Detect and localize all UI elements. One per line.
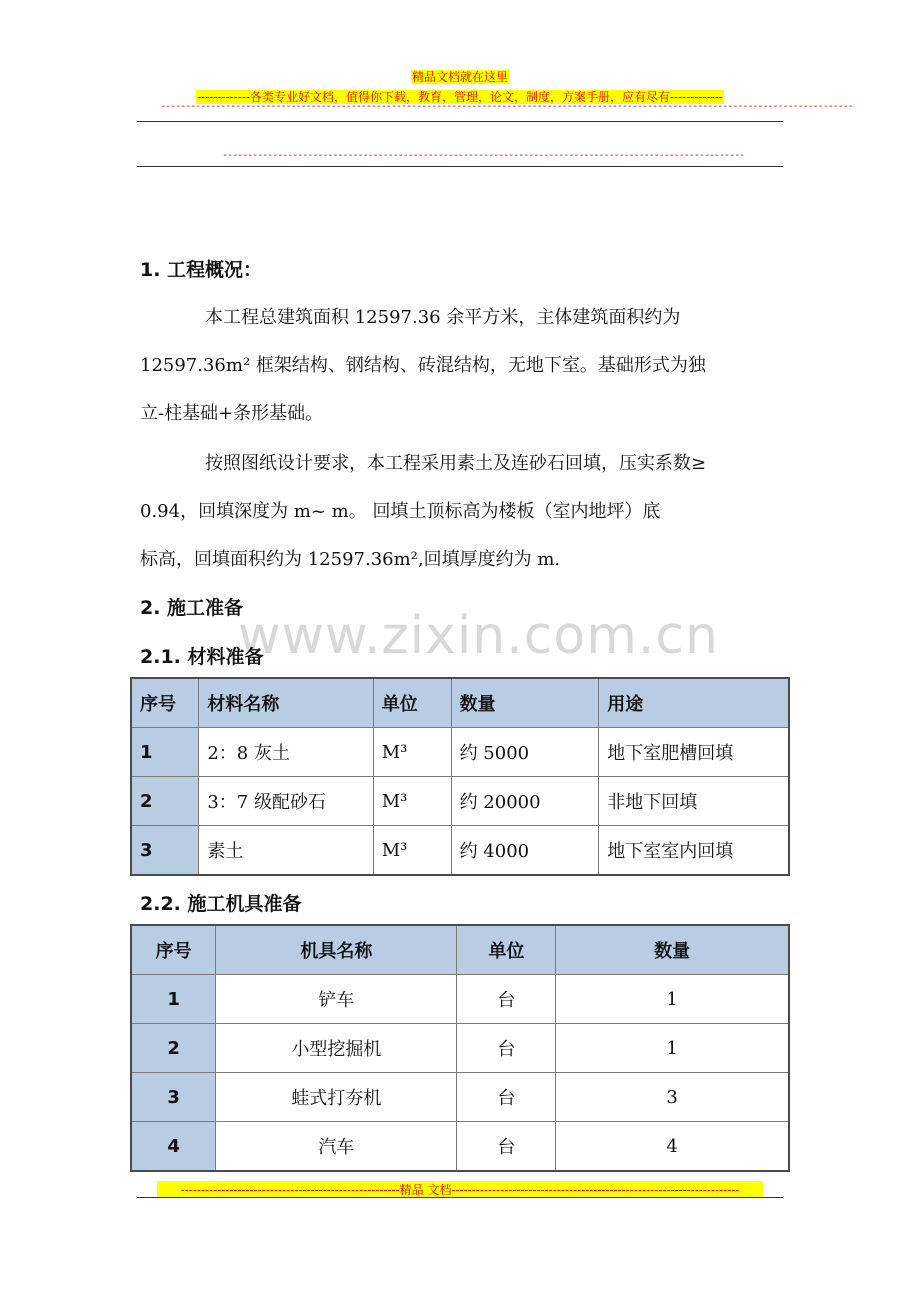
unit-cell: 台 <box>457 975 556 1024</box>
machines-table <box>130 924 790 1172</box>
header-banner-title <box>0 66 920 85</box>
quantity-cell: 4 <box>556 1122 789 1172</box>
row-index-cell: 1 <box>131 728 199 777</box>
header-dash-line-2: -------------------------------------------------------------------------------------------------------- <box>222 150 745 161</box>
header-title-text: 精品文档就在这里 <box>411 70 508 84</box>
subsection-heading-machines: 2.2. 施工机具准备 <box>140 893 302 915</box>
usage-cell: 地下室室内回填 <box>599 826 789 876</box>
subsection-heading-materials: 2.1. 材料准备 <box>140 646 264 668</box>
materials-header-cell: 序号 <box>131 678 199 728</box>
table-row <box>131 728 789 777</box>
unit-cell: 台 <box>457 1122 556 1172</box>
quantity-cell: 约 4000 <box>451 826 599 876</box>
row-index-cell: 1 <box>131 975 216 1024</box>
machine-name-cell: 小型挖掘机 <box>216 1024 457 1073</box>
machines-header-cell: 机具名称 <box>216 925 457 975</box>
machine-name-cell: 铲车 <box>216 975 457 1024</box>
table-row <box>131 1073 789 1122</box>
usage-cell: 非地下回填 <box>599 777 789 826</box>
machines-header-cell: 序号 <box>131 925 216 975</box>
table-row <box>131 777 789 826</box>
machines-header-cell: 数量 <box>556 925 789 975</box>
overview-paragraph-2-line-2: 0.94，回填深度为 m~ m。 回填土顶标高为楼板（室内地坪）底 <box>140 501 661 522</box>
quantity-cell: 约 5000 <box>451 728 599 777</box>
unit-cell: M³ <box>373 728 451 777</box>
overview-paragraph-2-line-3: 标高，回填面积约为 12597.36m²,回填厚度约为 m. <box>140 549 561 570</box>
section-heading-overview: 1. 工程概况： <box>140 259 263 281</box>
materials-header-cell: 用途 <box>599 678 789 728</box>
overview-paragraph-1-line-2: 12597.36m² 框架结构、钢结构、砖混结构，无地下室。基础形式为独 <box>140 355 706 376</box>
machine-name-cell: 蛙式打夯机 <box>216 1073 457 1122</box>
table-row <box>131 975 789 1024</box>
row-index-cell: 4 <box>131 1122 216 1172</box>
unit-cell: M³ <box>373 777 451 826</box>
machines-header-row <box>131 925 789 975</box>
section-heading-preparation: 2. 施工准备 <box>140 597 244 619</box>
row-index-cell: 2 <box>131 1024 216 1073</box>
table-row <box>131 826 789 876</box>
header-rule-top <box>137 121 783 122</box>
row-index-cell: 2 <box>131 777 199 826</box>
row-index-cell: 3 <box>131 1073 216 1122</box>
material-name-cell: 3：7 级配砂石 <box>199 777 373 826</box>
footer-rule <box>137 1197 783 1198</box>
unit-cell: 台 <box>457 1024 556 1073</box>
materials-table <box>130 677 790 876</box>
material-name-cell: 素土 <box>199 826 373 876</box>
header-dash-line: ------------------------------------------------------------------------------------------------------------------------------------------ <box>160 101 853 112</box>
machine-name-cell: 汽车 <box>216 1122 457 1172</box>
usage-cell: 地下室肥槽回填 <box>599 728 789 777</box>
machines-header-cell: 单位 <box>457 925 556 975</box>
row-index-cell: 3 <box>131 826 199 876</box>
materials-header-row <box>131 678 789 728</box>
unit-cell: 台 <box>457 1073 556 1122</box>
watermark: www.zixin.com.cn <box>238 606 719 666</box>
unit-cell: M³ <box>373 826 451 876</box>
quantity-cell: 约 20000 <box>451 777 599 826</box>
overview-paragraph-1-line-1: 本工程总建筑面积 12597.36 余平方米，主体建筑面积约为 <box>205 307 681 328</box>
material-name-cell: 2：8 灰土 <box>199 728 373 777</box>
quantity-cell: 3 <box>556 1073 789 1122</box>
header-rule-bottom <box>137 166 783 167</box>
quantity-cell: 1 <box>556 1024 789 1073</box>
materials-header-cell: 数量 <box>451 678 599 728</box>
overview-paragraph-1-line-3: 立-柱基础+条形基础。 <box>140 403 324 424</box>
footer-text: ------------------------------------------------------精品 文档----------------------------------------------------------------------- <box>157 1181 763 1198</box>
quantity-cell: 1 <box>556 975 789 1024</box>
materials-header-cell: 单位 <box>373 678 451 728</box>
materials-header-cell: 材料名称 <box>199 678 373 728</box>
footer-banner <box>0 1179 920 1198</box>
overview-paragraph-2-line-1: 按照图纸设计要求，本工程采用素土及连砂石回填，压实系数≥ <box>205 453 707 474</box>
header-slogan-text: -------------各类专业好文档，值得你下载，教育，管理，论文，制度，方案手册，应有尽有------------- <box>197 90 723 104</box>
table-row <box>131 1024 789 1073</box>
table-row <box>131 1122 789 1172</box>
